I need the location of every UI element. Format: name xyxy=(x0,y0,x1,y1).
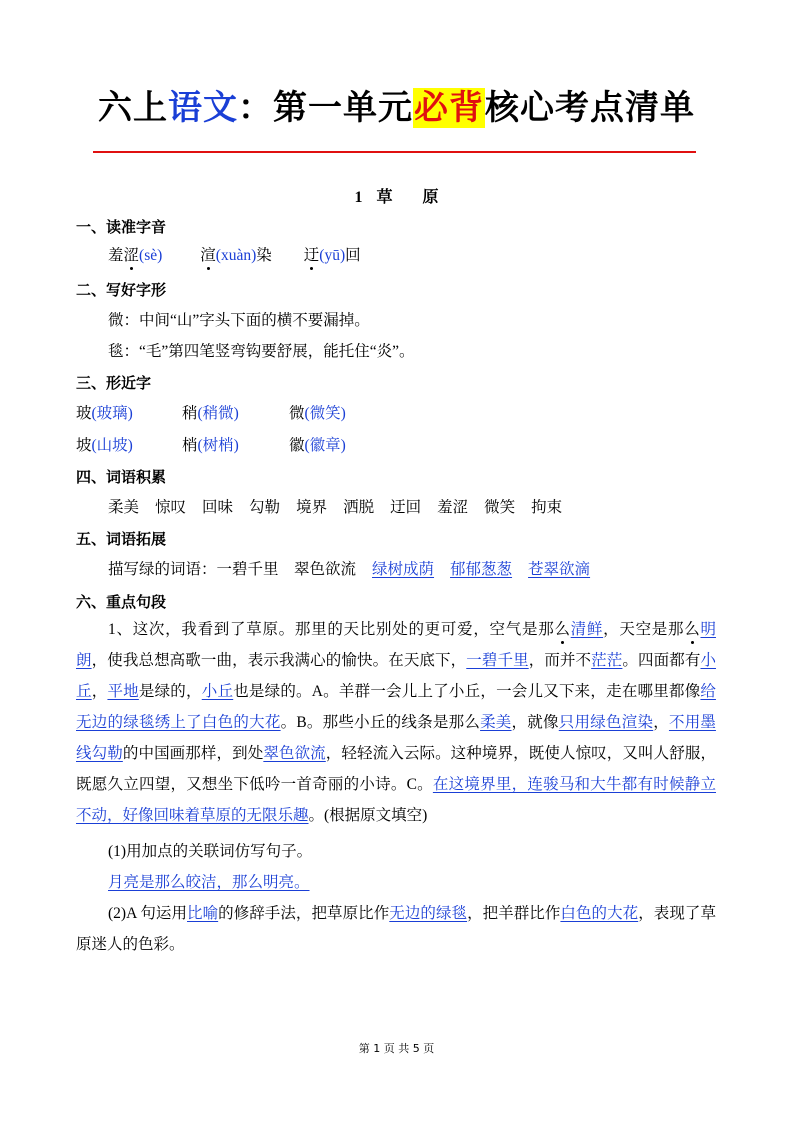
passage-answer: 不用墨线勾勒 xyxy=(76,714,716,762)
lesson-number: 1 xyxy=(354,189,363,206)
passage-answer: 只用绿色渲染 xyxy=(558,714,654,731)
vocab-word: 勾勒 xyxy=(249,499,281,516)
pinyin-item: 渲(xuàn)染 xyxy=(200,247,272,264)
vocab-word: 拘束 xyxy=(531,499,563,516)
expand-prefix: 描写绿的词语：一碧千里 翠色欲流 xyxy=(108,561,357,578)
question-2: (2)A 句运用比喻的修辞手法，把草原比作无边的绿毯，把羊群比作白色的大花，表现了草原迷人的色彩。 xyxy=(76,905,716,953)
vocab-word: 羞涩 xyxy=(437,499,469,516)
similar-item: 坡(山坡) xyxy=(76,437,133,454)
passage-answer: 柔美 xyxy=(480,714,512,731)
vocab-word: 洒脱 xyxy=(343,499,375,516)
glyph-note: 微：中间“山”字头下面的横不要漏掉。 xyxy=(108,312,370,329)
vocab-word: 回味 xyxy=(202,499,234,516)
pinyin-item: 迂(yū)回 xyxy=(303,247,361,264)
passage-answer: 在这境界里，连骏马和大牛都有时候静立不动，好像回味着草原的无限乐趣 xyxy=(76,776,716,824)
page-title xyxy=(0,80,793,136)
vocab-word: 迂回 xyxy=(390,499,422,516)
passage-answer: 一碧千里 xyxy=(466,652,529,669)
passage-answer: 小丘 xyxy=(76,652,716,700)
question-1: (1)用加点的关联词仿写句子。 xyxy=(108,843,313,860)
section-heading-vocab: 四、词语积累 xyxy=(76,468,167,486)
similar-item: 玻(玻璃) xyxy=(76,405,133,422)
question-1-answer: 月亮是那么皎洁，那么明亮。 xyxy=(108,874,310,891)
lesson-char-2: 原 xyxy=(422,189,439,206)
section-heading-key-passage: 六、重点句段 xyxy=(76,593,167,611)
passage-answer: 给无边的绿毯绣上了白色的大花 xyxy=(76,683,716,731)
title-highlight: 必背 xyxy=(414,88,484,128)
question-2-answer: 无边的绿毯 xyxy=(389,905,468,922)
similar-row xyxy=(76,436,346,456)
title-divider xyxy=(93,151,696,153)
lesson-char-1: 草 xyxy=(376,189,393,206)
expand-answer: 郁郁葱葱 xyxy=(450,561,513,578)
vocab-word: 微笑 xyxy=(484,499,516,516)
page-footer: 第 1 页 共 5 页 xyxy=(358,1042,435,1055)
expand-row xyxy=(108,560,590,580)
pinyin-row xyxy=(108,246,361,266)
similar-row xyxy=(76,404,346,424)
section-heading-glyphs: 二、写好字形 xyxy=(76,281,167,299)
passage-answer: 翠色欲流 xyxy=(263,745,326,762)
title-part-2: 语文 xyxy=(168,88,238,128)
section-heading-similar: 三、形近字 xyxy=(76,374,152,392)
glyph-note: 毯：“毛”第四笔竖弯钩要舒展，能托住“炎”。 xyxy=(108,343,415,360)
vocab-row xyxy=(108,498,562,518)
section-heading-pronunciation: 一、读准字音 xyxy=(76,218,167,236)
title-part-5: 核心考点清单 xyxy=(485,88,695,128)
passage-answer: 小丘 xyxy=(201,683,234,700)
title-part-1: 六上 xyxy=(98,88,168,128)
expand-answer: 苍翠欲滴 xyxy=(528,561,591,578)
similar-item: 微(微笑) xyxy=(289,405,346,422)
vocab-word: 柔美 xyxy=(108,499,140,516)
passage-answer: 平地 xyxy=(107,683,139,700)
lesson-heading xyxy=(0,184,793,207)
section-heading-expand: 五、词语拓展 xyxy=(76,530,167,548)
question-2-answer: 白色的大花 xyxy=(560,905,639,922)
title-part-3: ：第一单元 xyxy=(238,88,413,128)
key-passage: 1、这次，我看到了草原。那里的天比别处的更可爱，空气是那么清鲜，天空是那么明朗，使我总想高歌一曲，表示我满心的愉快。在天底下，一碧千里，而并不茫茫。四面都有小丘，平地是绿的，小丘也是绿的。A。羊群一会儿上了小丘，一会儿又下来，走在哪里都像给无边的绿毯绣上了白色的大花。B。那些小丘的线条是那么柔美，就像只用绿色渲染，不用墨线勾勒的中国画那样，到处翠色欲流，轻轻流入云际。这种境界，既使人惊叹，又叫人舒服，既愿久立四望，又想坐下低吟一首奇丽的小诗。C。在这境界里，连骏马和大牛都有时候静立不动，好像回味着草原的无限乐趣。(根据原文填空) xyxy=(76,621,716,824)
passage-answer: 茫茫 xyxy=(591,652,623,669)
similar-item: 梢(树梢) xyxy=(182,437,239,454)
vocab-word: 惊叹 xyxy=(155,499,187,516)
similar-item: 稍(稍微) xyxy=(182,405,239,422)
pinyin-item: 羞涩(sè) xyxy=(108,247,163,264)
question-2-answer: 比喻 xyxy=(187,905,219,922)
expand-answer: 绿树成荫 xyxy=(372,561,435,578)
vocab-word: 境界 xyxy=(296,499,328,516)
passage-answer: 清鲜 xyxy=(570,621,604,638)
passage-answer: 明朗 xyxy=(76,621,716,669)
similar-item: 徽(徽章) xyxy=(289,437,346,454)
